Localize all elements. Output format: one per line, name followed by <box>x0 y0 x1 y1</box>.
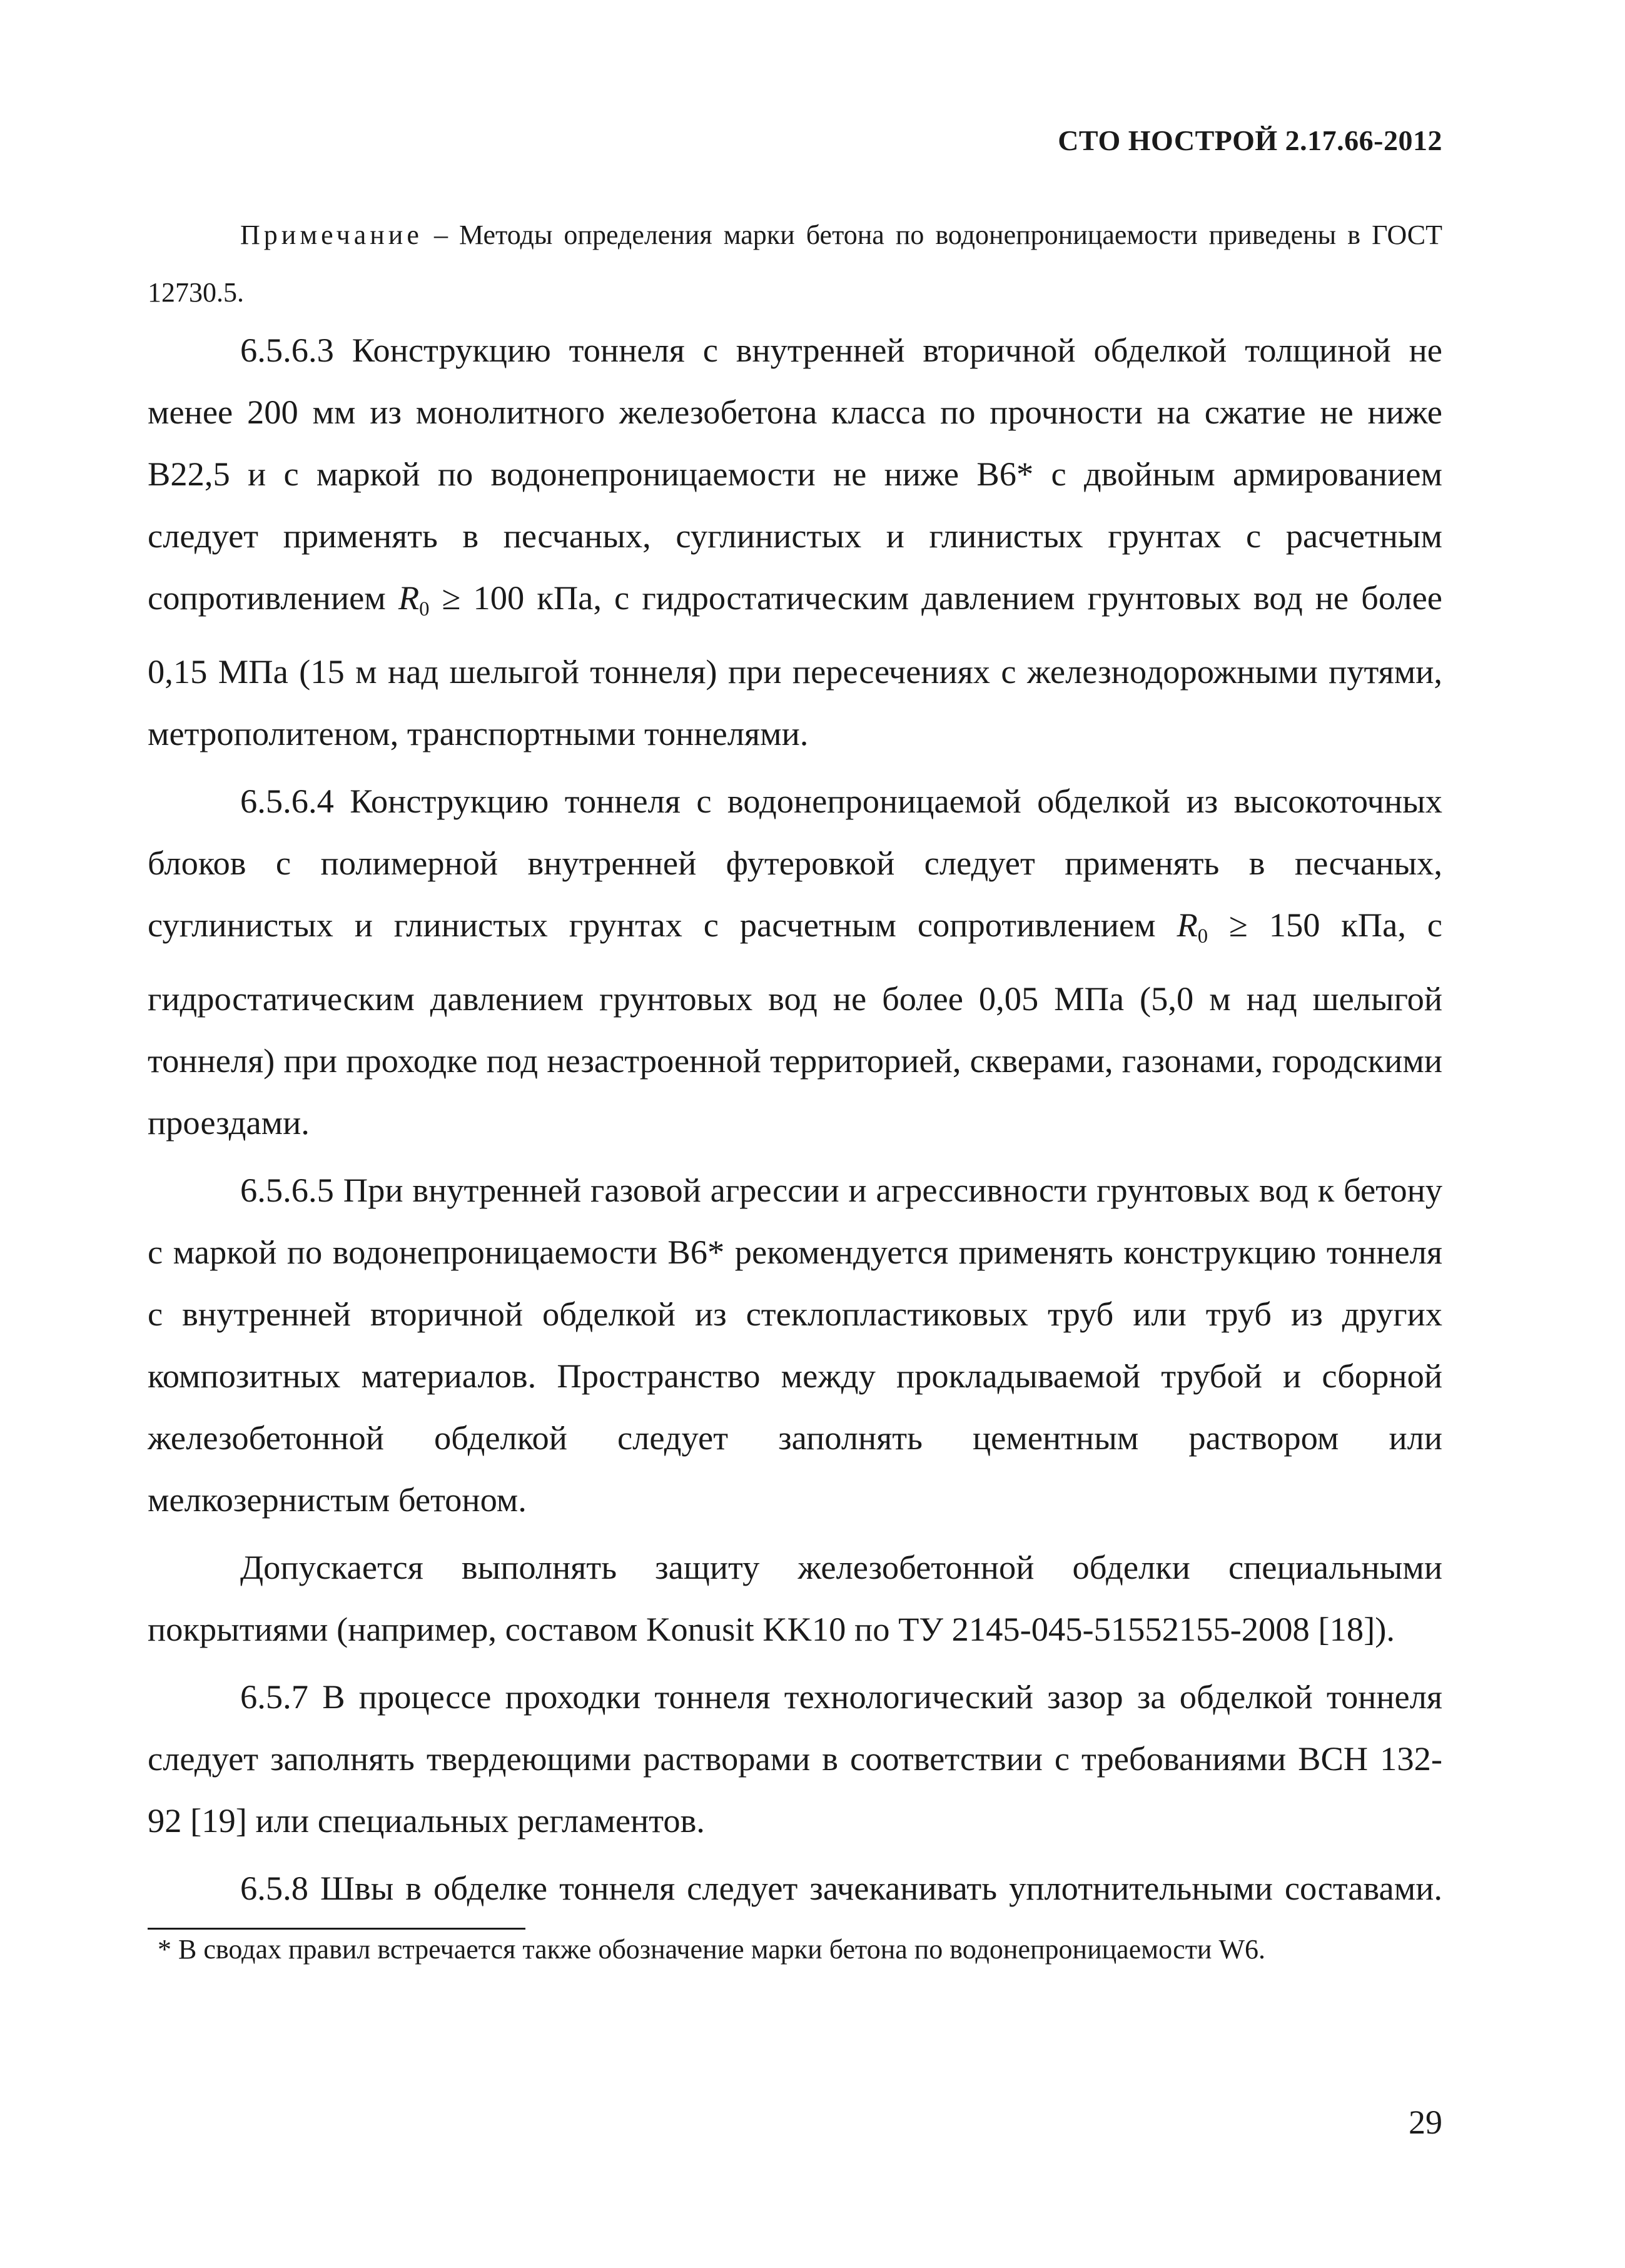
resistance-symbol: $R_0$ <box>1177 905 1208 948</box>
paragraph-6-5-6-5: 6.5.6.5 При внутренней газовой агрессии и агрессивности грунтовых вод к бетону с маркой по водонепроницаемости В6* рекомендуется применять конструкцию тоннеля с внутренней вторичной обделкой из стеклопластиковых труб или труб из других композитных материалов. Пространство между прокладываемой трубой и сборной железобетонной обделкой следует заполнять цементным раствором или мелкозернистым бетоном. <box>148 1170 1442 1519</box>
paragraph-6-5-6-3 <box>148 319 1442 764</box>
paragraph-6-5-6-3-part1: 6.5.6.3 Конструкцию тоннеля с внутренней вторичной обделкой толщиной не менее 200 мм из монолитного железобетона класса по прочности на сжатие не ниже В22,5 и с маркой по водонепроницаемости не ниже В6* с двойным армированием следует применять в песчаных, суглинистых и глинистых грунтах с расчетным сопротивлением <box>148 331 1442 617</box>
paragraph-6-5-8: 6.5.8 Швы в обделке тоннеля следует зачеканивать уплотнительными составами. <box>240 1868 1442 1907</box>
paragraph-6-5-6-4 <box>148 770 1442 1153</box>
footnote-separator <box>148 1928 525 1930</box>
note-block <box>148 206 1442 321</box>
note-text: – Методы определения марки бетона по водонепроницаемости приведены в ГОСТ 12730.5. <box>148 220 1442 308</box>
page-number: 29 <box>1409 2103 1442 2141</box>
paragraph-6-5-7: 6.5.7 В процессе проходки тоннеля технологический зазор за обделкой тоннеля следует заполнять твердеющими растворами в соответствии с требованиями ВСН 132-92 [19] или специальных регламентов. <box>148 1677 1442 1840</box>
paragraph-6-5-6-3-part2: ≥ 100 кПа, с гидростатическим давлением грунтовых вод не более 0,15 МПа (15 м над шелыгой тоннеля) при пересечениях с железнодорожными путями, метрополитеном, транспортными тоннелями. <box>148 579 1442 752</box>
note-label: Примечание <box>240 220 423 250</box>
body-text <box>148 319 1442 1925</box>
paragraph-6-5-6-4-part1: 6.5.6.4 Конструкцию тоннеля с водонепроницаемой обделкой из высокоточных блоков с полимерной внутренней футеровкой следует применять в песчаных, суглинистых и глинистых грунтах с расчетным сопротивлением <box>148 781 1442 944</box>
paragraph-allowed-coatings: Допускается выполнять защиту железобетонной обделки специальными покрытиями (например, составом Konusit KK10 по ТУ 2145-045-51552155-2008 [18]). <box>148 1547 1442 1648</box>
document-code-header: СТО НОСТРОЙ 2.17.66-2012 <box>1058 124 1442 156</box>
footnote: * В сводах правил встречается также обозначение марки бетона по водонепроницаемости W6. <box>158 1934 1265 1965</box>
paragraph-6-5-6-4-part2: ≥ 150 кПа, с гидростатическим давлением грунтовых вод не более 0,05 МПа (5,0 м над шелыгой тоннеля) при проходке под незастроенной территорией, скверами, газонами, городскими проездами. <box>148 905 1442 1142</box>
resistance-symbol: $R_0$ <box>398 579 430 620</box>
